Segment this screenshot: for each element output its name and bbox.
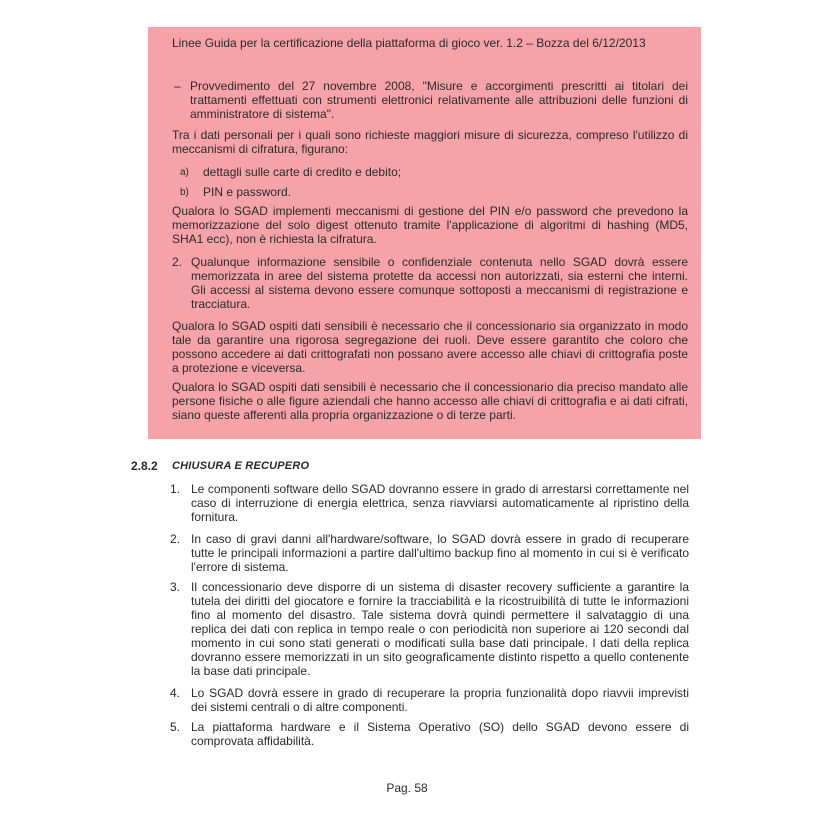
bullet-marker: – xyxy=(174,79,181,93)
document-header: Linee Guida per la certificazione della piattaforma di gioco ver. 1.2 – Bozza del 6/12/2013 xyxy=(172,36,646,50)
list-item: Lo SGAD dovrà essere in grado di recuperare la propria funzionalità dopo riavvii imprevisti dei sistemi centrali o di altre componenti. xyxy=(191,686,689,714)
list-number: 3. xyxy=(170,580,181,594)
list-number: 2. xyxy=(170,532,181,546)
bullet-text: Provvedimento del 27 novembre 2008, "Misure e accorgimenti prescritti ai titolari dei trattamenti effettuati con strumenti elettronici relativamente alle attribuzioni delle funzioni di amministratore di sistema". xyxy=(190,79,688,121)
pin-paragraph: Qualora lo SGAD implementi meccanismi di gestione del PIN e/o password che prevedono la memorizzazione del solo digest ottenuto tramite l'applicazione di algoritmi di hashing (MD5, SHA1 ecc), non è richiesta la cifratura. xyxy=(172,204,688,246)
numbered-marker: 2. xyxy=(172,255,183,269)
page-number: Pag. 58 xyxy=(386,781,428,795)
list-number: 1. xyxy=(170,482,181,496)
list-marker-b: b) xyxy=(180,187,189,198)
section-title: CHIUSURA E RECUPERO xyxy=(172,460,310,472)
list-marker-a: a) xyxy=(180,167,189,178)
numbered-text: Qualunque informazione sensibile o confidenziale contenuta nello SGAD dovrà essere memorizzata in aree del sistema protette da accessi non autorizzati, sia esterni che interni. Gli accessi al sistema devono essere comunque sottoposti a meccanismi di registrazione e tracciatura. xyxy=(191,255,688,311)
intro-paragraph: Tra i dati personali per i quali sono richieste maggiori misure di sicurezza, compreso l'utilizzo di meccanismi di cifratura, figurano: xyxy=(172,128,688,156)
list-number: 5. xyxy=(170,720,181,734)
segregation-paragraph: Qualora lo SGAD ospiti dati sensibili è necessario che il concessionario sia organizzato in modo tale da garantire una rigorosa segregazione dei ruoli. Deve essere garantito che coloro che possono accedere ai dati crittografati non possano avere accesso alle chiavi di crittografia poste a protezione e viceversa. xyxy=(172,319,688,375)
mandate-paragraph: Qualora lo SGAD ospiti dati sensibili è necessario che il concessionario dia preciso mandato alle persone fisiche o alle figure aziendali che hanno accesso alle chiavi di crittografia e ai dati cifrati, siano queste afferenti alla propria organizzazione o di terze parti. xyxy=(172,380,688,422)
list-item: Le componenti software dello SGAD dovranno essere in grado di arrestarsi correttamente nel caso di interruzione di energia elettrica, senza riavviarsi automaticamente al ripristino della fornitura. xyxy=(191,482,689,524)
list-item: La piattaforma hardware e il Sistema Operativo (SO) dello SGAD devono essere di comprovata affidabilità. xyxy=(191,720,689,748)
list-item-b: PIN e password. xyxy=(203,185,292,199)
list-number: 4. xyxy=(170,686,181,700)
section-number: 2.8.2 xyxy=(131,459,158,473)
list-item: Il concessionario deve disporre di un sistema di disaster recovery sufficiente a garantire la tutela dei diritti del giocatore e fornire la tracciabilità e la ricostruibilità di tutte le informazioni fino al momento del disastro. Tale sistema dovrà quindi permettere il salvataggio di una replica dei dati con replica in tempo reale o con periodicità non superiore ai 120 secondi dal momento in cui sono stati generati o modificati sulla base dati principale. I dati della replica dovranno essere memorizzati in un sito geograficamente distinto rispetto a quello contenente la base dati principale. xyxy=(191,580,689,678)
list-item: In caso di gravi danni all'hardware/software, lo SGAD dovrà essere in grado di recuperare tutte le principali informazioni a partire dall'ultimo backup fino al momento in cui si è verificato l'errore di sistema. xyxy=(191,532,689,574)
list-item-a: dettagli sulle carte di credito e debito; xyxy=(203,165,402,179)
